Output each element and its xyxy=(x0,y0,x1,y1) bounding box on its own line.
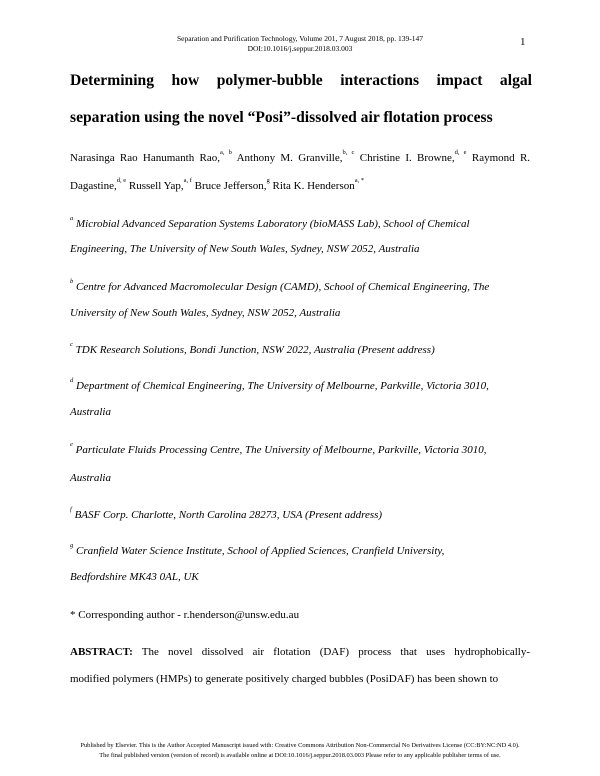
author-list-line-1 xyxy=(70,149,531,164)
author-affil-sup: d, e xyxy=(116,177,127,184)
author-name: Rita K. Henderson xyxy=(272,180,355,192)
affiliation-g-cont: Bedfordshire MK43 0AL, UK xyxy=(70,571,199,583)
author-affil-sup: d, e xyxy=(454,149,467,156)
affil-sup: g xyxy=(70,542,74,549)
affiliation-a-cont: Engineering, The University of New South Wales, Sydney, NSW 2052, Australia xyxy=(70,243,420,255)
footer-line-2: The final published version (version of record) is available online at DOI:10.1016/j.seppur.2018.03.003 Please refer to any applicable publisher terms of use. xyxy=(99,752,501,759)
abstract-line-2: modified polymers (HMPs) to generate positively charged bubbles (PosiDAF) has been shown to xyxy=(70,673,499,685)
abstract-line-1 xyxy=(70,646,530,658)
author-affil-sup: b, c xyxy=(342,149,355,156)
affil-text: BASF Corp. Charlotte, North Carolina 28273, USA (Present address) xyxy=(74,509,383,521)
author-name: Raymond R. xyxy=(471,152,531,164)
paper-title-line-2: separation using the novel “Posi”-dissolved air flotation process xyxy=(70,109,493,126)
author-name: Narasinga Rao Hanumanth Rao, xyxy=(70,152,220,164)
author-affil-sup: g xyxy=(266,177,270,184)
author-affil-sup: a, f xyxy=(183,177,192,184)
affiliation-b xyxy=(70,278,530,293)
affil-text: Centre for Advanced Macromolecular Design (CAMD), School of Chemical Engineering, The xyxy=(76,281,490,293)
affiliation-e-cont: Australia xyxy=(70,472,111,484)
footer-line-1: Published by Elsevier. This is the Author Accepted Manuscript issued with: Creative Commons Attribution Non-Commercial No Derivatives License (CC:BY:NC:ND 4.0). xyxy=(80,742,520,749)
affil-text: Department of Chemical Engineering, The University of Melbourne, Parkville, Victoria 3010, xyxy=(76,380,489,392)
affiliation-d xyxy=(70,377,530,392)
affil-sup: c xyxy=(70,341,73,348)
affiliation-b-cont: University of New South Wales, Sydney, NSW 2052, Australia xyxy=(70,307,341,319)
author-name: Anthony M. Granville, xyxy=(236,152,343,164)
affiliation-d-cont: Australia xyxy=(70,406,111,418)
affil-sup: f xyxy=(70,506,72,513)
abstract-text: The novel dissolved air flotation (DAF) process that uses hydrophobically- xyxy=(141,646,530,658)
doi-line: DOI:10.1016/j.seppur.2018.03.003 xyxy=(247,44,353,53)
author-name-cont: Dagastine, xyxy=(70,180,117,192)
affil-sup: e xyxy=(70,441,73,448)
abstract-label: ABSTRACT: xyxy=(70,646,133,658)
author-name: Christine I. Browne, xyxy=(359,152,455,164)
page-number: 1 xyxy=(520,36,526,48)
affil-text: Particulate Fluids Processing Centre, The University of Melbourne, Parkville, Victoria 3010, xyxy=(75,444,487,456)
affiliation-g xyxy=(70,542,530,557)
author-list-line-2 xyxy=(70,177,530,192)
affil-text: TDK Research Solutions, Bondi Junction, NSW 2022, Australia (Present address) xyxy=(75,344,435,356)
affil-text: Cranfield Water Science Institute, School of Applied Sciences, Cranfield University, xyxy=(76,545,445,557)
corresponding-author: * Corresponding author - r.henderson@unsw.edu.au xyxy=(70,609,300,621)
affiliation-c xyxy=(70,341,530,356)
paper-title-line-1: Determining how polymer-bubble interactions impact algal xyxy=(70,72,532,89)
affil-sup: a xyxy=(70,215,74,222)
affil-text: Microbial Advanced Separation Systems Laboratory (bioMASS Lab), School of Chemical xyxy=(76,218,470,230)
affiliation-f xyxy=(70,506,530,521)
affiliation-a xyxy=(70,215,530,230)
author-affil-sup: a, * xyxy=(354,177,365,184)
author-name: Bruce Jefferson, xyxy=(194,180,267,192)
author-affil-sup: a, b xyxy=(219,149,232,156)
affiliation-e xyxy=(70,441,530,456)
author-name: Russell Yap, xyxy=(128,180,184,192)
affil-sup: b xyxy=(70,278,74,285)
journal-citation: Separation and Purification Technology, Volume 201, 7 August 2018, pp. 139-147 xyxy=(176,34,424,43)
affil-sup: d xyxy=(70,377,74,384)
running-header xyxy=(0,34,600,54)
license-footer xyxy=(0,741,600,761)
